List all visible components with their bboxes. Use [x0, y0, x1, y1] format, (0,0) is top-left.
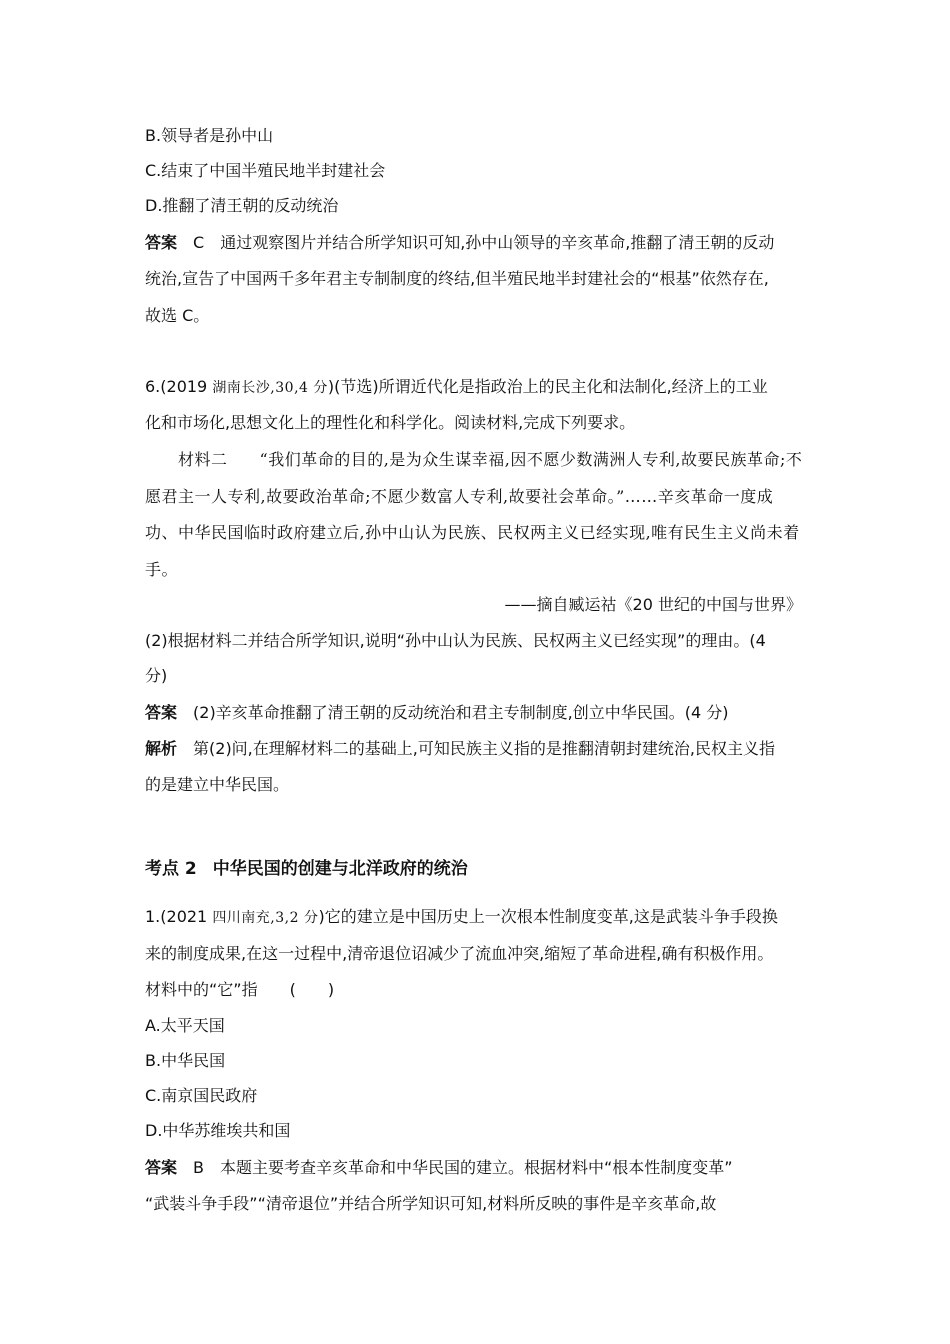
analysis-line: [145, 737, 775, 761]
analysis-text-cont: 的是建立中华民国。: [145, 775, 290, 794]
sub-question-cont: 分): [145, 666, 168, 685]
option-d: D.中华苏维埃共和国: [145, 1121, 291, 1140]
option-c: C.南京国民政府: [145, 1086, 258, 1105]
material-line: [178, 448, 802, 472]
option-c: C.结束了中国半殖民地半封建社会: [145, 161, 386, 180]
answer-blank: ( ): [289, 980, 335, 999]
section-title: 中华民国的创建与北洋政府的统治: [212, 859, 468, 879]
material-text: 愿君主一人专利,故要政治革命;不愿少数富人专利,故要社会革命。”……辛亥革命一度成: [145, 487, 774, 506]
question-stem-cont: [145, 978, 334, 1002]
analysis-label: 解析: [145, 739, 178, 758]
answer-letter: C: [193, 233, 205, 252]
question-number: 6.(2019: [145, 377, 213, 396]
answer-line: [145, 231, 774, 255]
section-heading: [145, 857, 468, 881]
answer-label: 答案: [145, 1158, 178, 1177]
material-label: 材料二: [178, 450, 228, 469]
answer-text-cont: “武装斗争手段”“清帝退位”并结合所学知识可知,材料所反映的事件是辛亥革命,故: [145, 1194, 717, 1213]
answer-line: [145, 701, 729, 725]
question-source: 湖南长沙,30,4 分: [212, 380, 328, 396]
option-b: B.领导者是孙中山: [145, 126, 274, 145]
question-stem-cont: 来的制度成果,在这一过程中,清帝退位诏减少了流血冲突,缩短了革命进程,确有积极作用。: [145, 944, 774, 963]
answer-label: 答案: [145, 233, 178, 252]
answer-letter: B: [193, 1158, 204, 1177]
question-stem: [145, 905, 778, 930]
option-d: D.推翻了清王朝的反动统治: [145, 196, 339, 215]
sub-question: (2)根据材料二并结合所学知识,说明“孙中山认为民族、民权两主义已经实现”的理由。(4: [145, 631, 766, 650]
option-a: A.太平天国: [145, 1016, 225, 1035]
section-number: 考点 2: [145, 859, 197, 879]
material-text: 功、中华民国临时政府建立后,孙中山认为民族、民权两主义已经实现,唯有民生主义尚未着: [145, 523, 800, 542]
answer-line: [145, 1156, 733, 1180]
question-stem-text: )它的建立是中国历史上一次根本性制度变革,这是武装斗争手段换: [318, 907, 778, 926]
answer-text-cont: 统治,宣告了中国两千多年君主专制制度的终结,但半殖民地半封建社会的“根基”依然存在,: [145, 269, 769, 288]
option-b: B.中华民国: [145, 1051, 226, 1070]
question-source: 四川南充,3,2 分: [212, 910, 319, 926]
question-stem-text: 材料中的“它”指: [145, 980, 258, 999]
material-text: 手。: [145, 560, 179, 579]
answer-text-cont: 故选 C。: [145, 306, 210, 325]
analysis-text: 第(2)问,在理解材料二的基础上,可知民族主义指的是推翻清朝封建统治,民权主义指: [193, 739, 775, 758]
material-text: “我们革命的目的,是为众生谋幸福,因不愿少数满洲人专利,故要民族革命;不: [259, 450, 803, 469]
answer-text: (2)辛亥革命推翻了清王朝的反动统治和君主专制制度,创立中华民国。(4 分): [193, 703, 729, 722]
question-stem: [145, 375, 768, 400]
answer-text: 通过观察图片并结合所学知识可知,孙中山领导的辛亥革命,推翻了清王朝的反动: [220, 233, 775, 252]
question-stem-text: )(节选)所谓近代化是指政治上的民主化和法制化,经济上的工业: [327, 377, 768, 396]
question-number: 1.(2021: [145, 907, 213, 926]
answer-text: 本题主要考查辛亥革命和中华民国的建立。根据材料中“根本性制度变革”: [220, 1158, 733, 1177]
question-stem-cont: 化和市场化,思想文化上的理性化和科学化。阅读材料,完成下列要求。: [145, 413, 636, 432]
answer-label: 答案: [145, 703, 178, 722]
material-source: ——摘自臧运祜《20 世纪的中国与世界》: [504, 595, 802, 614]
